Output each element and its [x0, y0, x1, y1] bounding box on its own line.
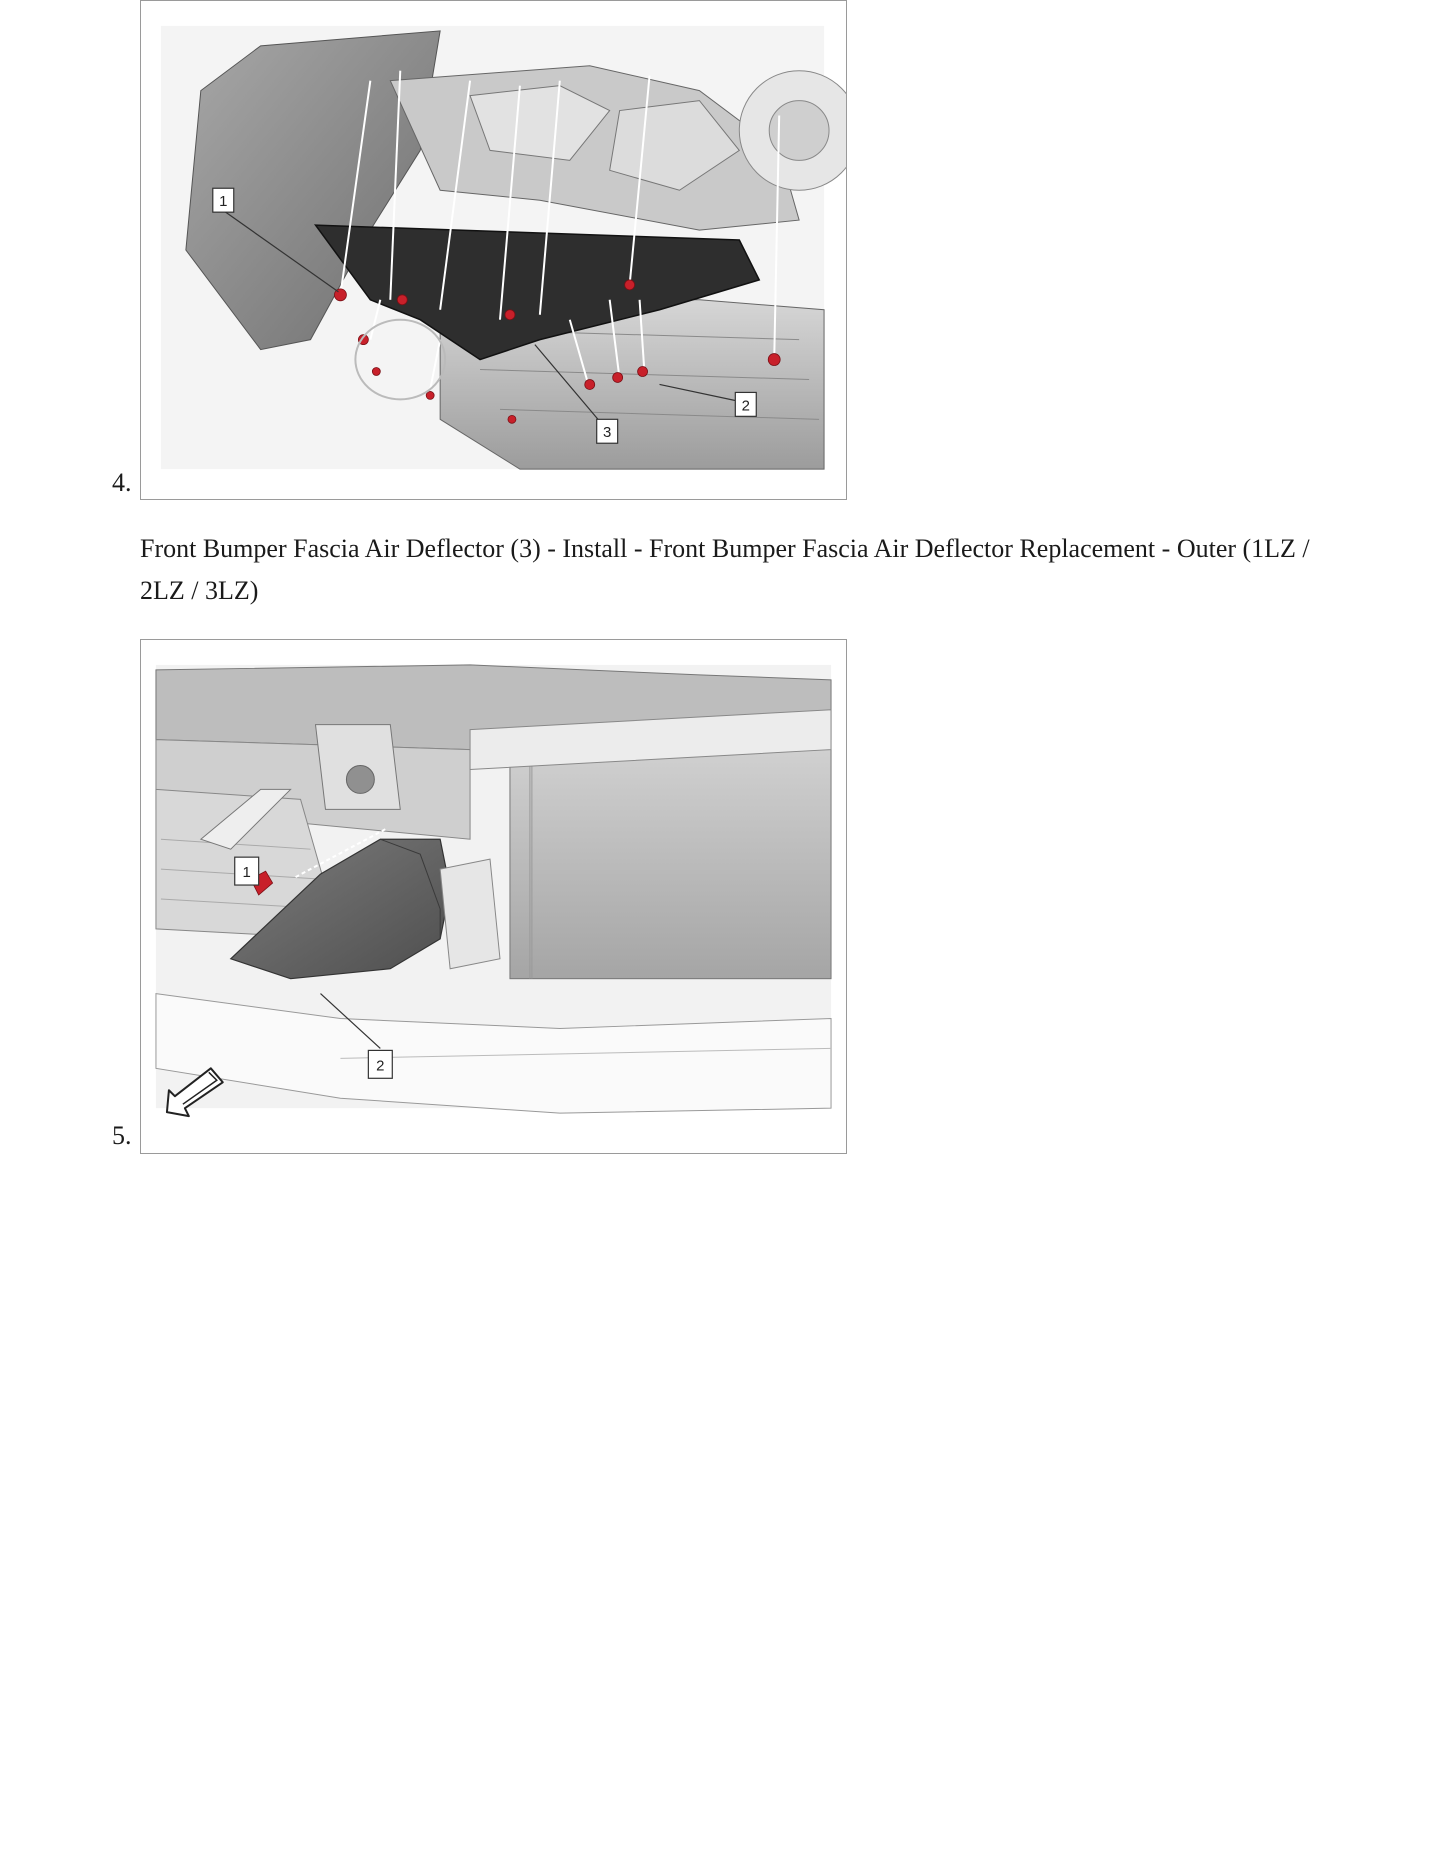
step-number-4: 4. — [112, 468, 132, 497]
fastener-red — [372, 368, 380, 376]
svg-text:1: 1 — [219, 193, 228, 211]
fastener-red — [638, 367, 648, 377]
figure-step-5 — [140, 639, 847, 1154]
fastener-red — [625, 280, 635, 290]
fastener-red — [505, 310, 515, 320]
callout-2 — [735, 392, 756, 416]
fastener-red — [585, 379, 595, 389]
fastener-red — [508, 415, 516, 423]
step-number-5: 5. — [112, 1121, 132, 1150]
fastener-red — [397, 295, 407, 305]
svg-text:2: 2 — [741, 397, 750, 415]
illustration-air-deflector-outer — [141, 640, 846, 1153]
svg-text:1: 1 — [242, 864, 251, 882]
fastener-red — [426, 391, 434, 399]
figure-step-4 — [140, 0, 847, 500]
callout-2 — [368, 1050, 392, 1078]
callout-1 — [235, 857, 259, 885]
callout-1 — [213, 188, 234, 212]
figure-caption: Front Bumper Fascia Air Deflector (3) - Install - Front Bumper Fascia Air Deflector Replacement - Outer (1LZ / 2LZ / 3LZ) — [140, 534, 1310, 605]
fastener-red — [613, 373, 623, 383]
svg-text:2: 2 — [376, 1057, 385, 1075]
illustration-air-deflector-install — [141, 1, 846, 499]
callout-3 — [597, 419, 618, 443]
radiator — [510, 750, 831, 979]
svg-text:3: 3 — [603, 424, 612, 442]
fastener-red — [768, 354, 780, 366]
